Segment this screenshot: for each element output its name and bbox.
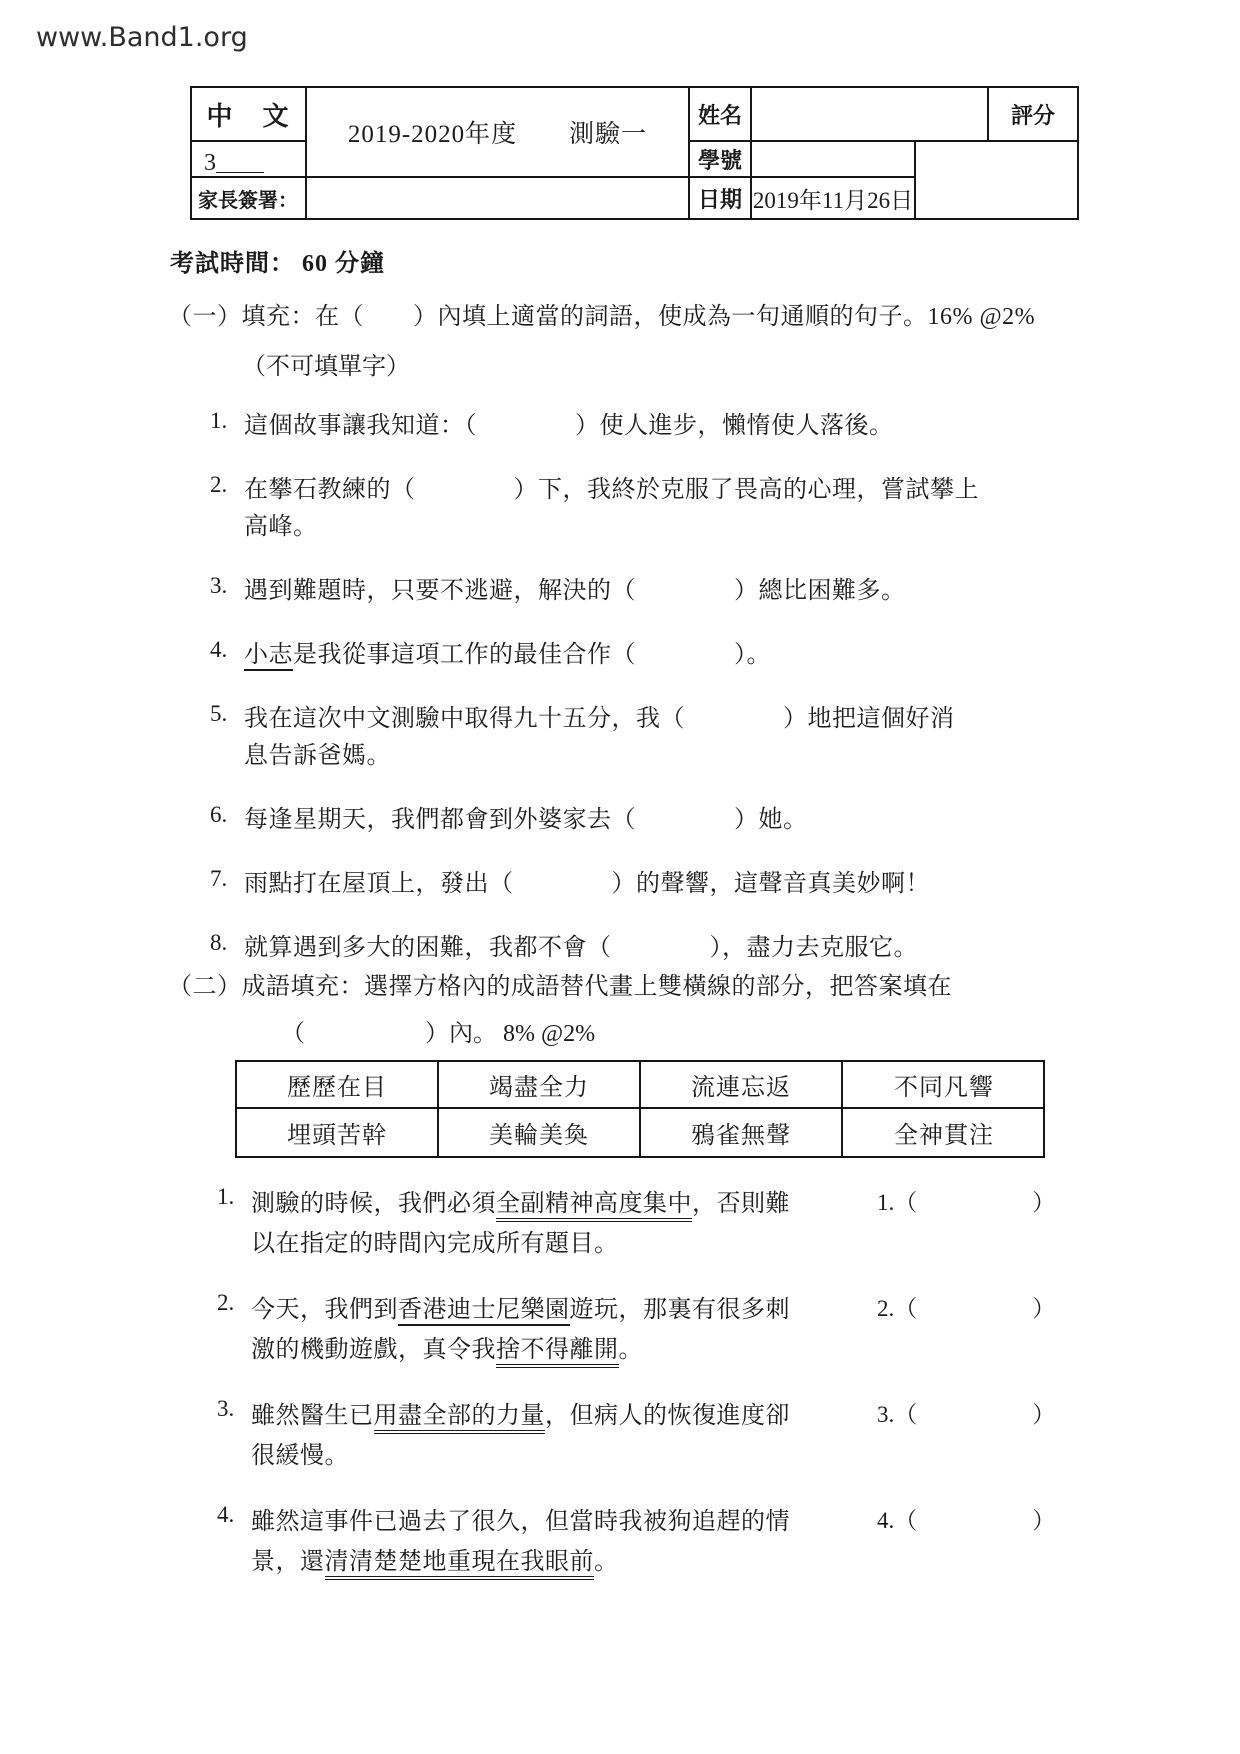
section-2-question-list: [217, 1184, 1188, 1582]
double-underline-phrase: 清清楚楚地重現在我眼前: [325, 1549, 595, 1580]
question-line-2: 高峰。: [244, 514, 318, 540]
question-row: [217, 1184, 1188, 1264]
section-1-fill-in: [168, 301, 1188, 967]
question-text: 這個故事讓我知道：（ ）使人進步，懶惰使人落後。: [244, 413, 894, 439]
question-text-post: ，但病人的恢復進度卻: [545, 1403, 790, 1429]
question-line-1: 在攀石教練的（ ）下，我終於克服了畏高的心理，嘗試攀上: [244, 477, 979, 503]
question-line-2: 息告訴爸媽。: [244, 743, 391, 769]
question-row: [210, 930, 1188, 967]
question-line-2-pre: 景，還: [251, 1549, 325, 1575]
question-row: [210, 637, 1188, 674]
answer-slot: 3.（ ）: [877, 1402, 1056, 1427]
question-text: [251, 1396, 863, 1476]
question-line-2: 很緩慢。: [251, 1443, 349, 1469]
double-underline-phrase: 捨不得離開: [496, 1337, 619, 1368]
watermark-text: www.Band1.org: [36, 22, 248, 53]
section-2-heading-line-2: （ ）內。 8% @2%: [281, 1021, 596, 1047]
question-number: 8.: [210, 930, 228, 955]
parent-sign-space-cell: [307, 178, 690, 218]
question-number: 2.: [217, 1290, 235, 1315]
question-text-rest: 是我從事這項工作的最佳合作（ ）。: [293, 642, 771, 668]
question-text-pre: 雖然醫生已: [251, 1403, 374, 1429]
question-row: [210, 866, 1188, 903]
idiom-cell: 全神貫注: [894, 1123, 994, 1149]
idiom-cell: 竭盡全力: [439, 1062, 641, 1109]
question-line-1: 雖然這事件已過去了很久，但當時我被狗追趕的情: [251, 1509, 790, 1535]
section-1-heading: （一）填充：在（ ）內填上適當的詞語，使成為一句通順的句子。16% @2%: [168, 304, 1036, 330]
question-text: [244, 701, 955, 775]
question-text: 每逢星期天，我們都會到外婆家去（ ）她。: [244, 807, 808, 833]
question-number: 3.: [210, 573, 228, 598]
question-text: 雨點打在屋頂上，發出（ ）的聲響，這聲音真美妙啊！: [244, 871, 930, 897]
answer-slot: 1.（ ）: [877, 1190, 1056, 1215]
question-line-2: 以在指定的時間內完成所有題目。: [251, 1231, 619, 1257]
question-text-pre: 測驗的時候，我們必須: [251, 1191, 496, 1217]
question-text: 遇到難題時，只要不逃避，解決的（ ）總比困難多。: [244, 578, 906, 604]
idiom-cell: 埋頭苦幹: [237, 1109, 439, 1156]
question-text: [251, 1502, 863, 1582]
exam-time: 考試時間： 60 分鐘: [170, 251, 385, 277]
date-label: 日期: [690, 178, 752, 218]
question-line-2-post: 。: [594, 1549, 619, 1575]
name-label: 姓名: [690, 88, 752, 142]
question-text: [244, 637, 771, 674]
question-line-2-pre: 激的機動遊戲，真令我: [251, 1337, 496, 1363]
question-line-1: 我在這次中文測驗中取得九十五分，我（ ）地把這個好消: [244, 706, 955, 732]
idiom-cell: 美輪美奐: [439, 1109, 641, 1156]
question-text: 就算遇到多大的困難，我都不會（ ），盡力去克服它。: [244, 935, 918, 961]
paper-title: 2019-2020年度 測驗一: [307, 88, 690, 178]
section-1-question-list: [210, 408, 1188, 967]
question-number: 7.: [210, 866, 228, 891]
idiom-cell: 鴉雀無聲: [641, 1109, 843, 1156]
question-number: 3.: [217, 1396, 235, 1421]
section-1-note: （不可填單字）: [242, 354, 410, 380]
student-no-label: 學號: [690, 142, 752, 178]
question-number: 5.: [210, 701, 228, 726]
name-value-cell: [752, 88, 989, 142]
question-number: 2.: [210, 472, 228, 497]
subject-cell: 中 文: [192, 88, 307, 142]
question-text: [244, 472, 979, 546]
question-number: 4.: [217, 1502, 235, 1527]
question-number: 1.: [210, 408, 228, 433]
section-2-heading-line-1: （二）成語填充：選擇方格內的成語替代畫上雙橫線的部分，把答案填在: [168, 974, 952, 1000]
answer-slot: 2.（ ）: [877, 1296, 1056, 1321]
student-no-value-cell: [752, 142, 916, 178]
question-row: [210, 408, 1188, 445]
question-text-post: ，否則難: [692, 1191, 790, 1217]
header-table: [190, 86, 1079, 220]
parent-sign-label: 家長簽署：: [192, 178, 307, 218]
question-row: [210, 573, 1188, 610]
date-value: 2019年11月26日: [752, 178, 916, 218]
question-row: [210, 802, 1188, 839]
question-line-2-post: 。: [618, 1337, 643, 1363]
double-underline-phrase: 用盡全部的力量: [374, 1403, 546, 1434]
idiom-options-table: [235, 1060, 1045, 1158]
question-row: [217, 1290, 1188, 1370]
score-label: 評分: [989, 88, 1077, 142]
question-row: [217, 1396, 1188, 1476]
double-underline-phrase: 全副精神高度集中: [496, 1191, 692, 1222]
idiom-cell: 不同凡響: [843, 1062, 1045, 1109]
question-row: [210, 472, 1188, 546]
question-row: [210, 701, 1188, 775]
question-number: 6.: [210, 802, 228, 827]
section-2-idiom-fill-in: [168, 971, 1188, 1582]
idiom-cell: 歷歷在目: [237, 1062, 439, 1109]
proper-noun-underline: 小志: [244, 642, 293, 671]
question-text: [251, 1184, 863, 1264]
question-number: 4.: [210, 637, 228, 662]
question-text-pre: 今天，我們到: [251, 1297, 398, 1323]
idiom-cell: 流連忘返: [641, 1062, 843, 1109]
answer-slot: 4.（ ）: [877, 1508, 1056, 1533]
question-text-post: 遊玩，那裏有很多刺: [569, 1297, 790, 1323]
question-row: [217, 1502, 1188, 1582]
question-text: [251, 1290, 863, 1370]
question-number: 1.: [217, 1184, 235, 1209]
proper-noun-underline: 香港迪士尼樂園: [398, 1297, 570, 1326]
score-value-cell: [916, 142, 1077, 218]
class-cell: 3＿＿: [192, 142, 307, 178]
